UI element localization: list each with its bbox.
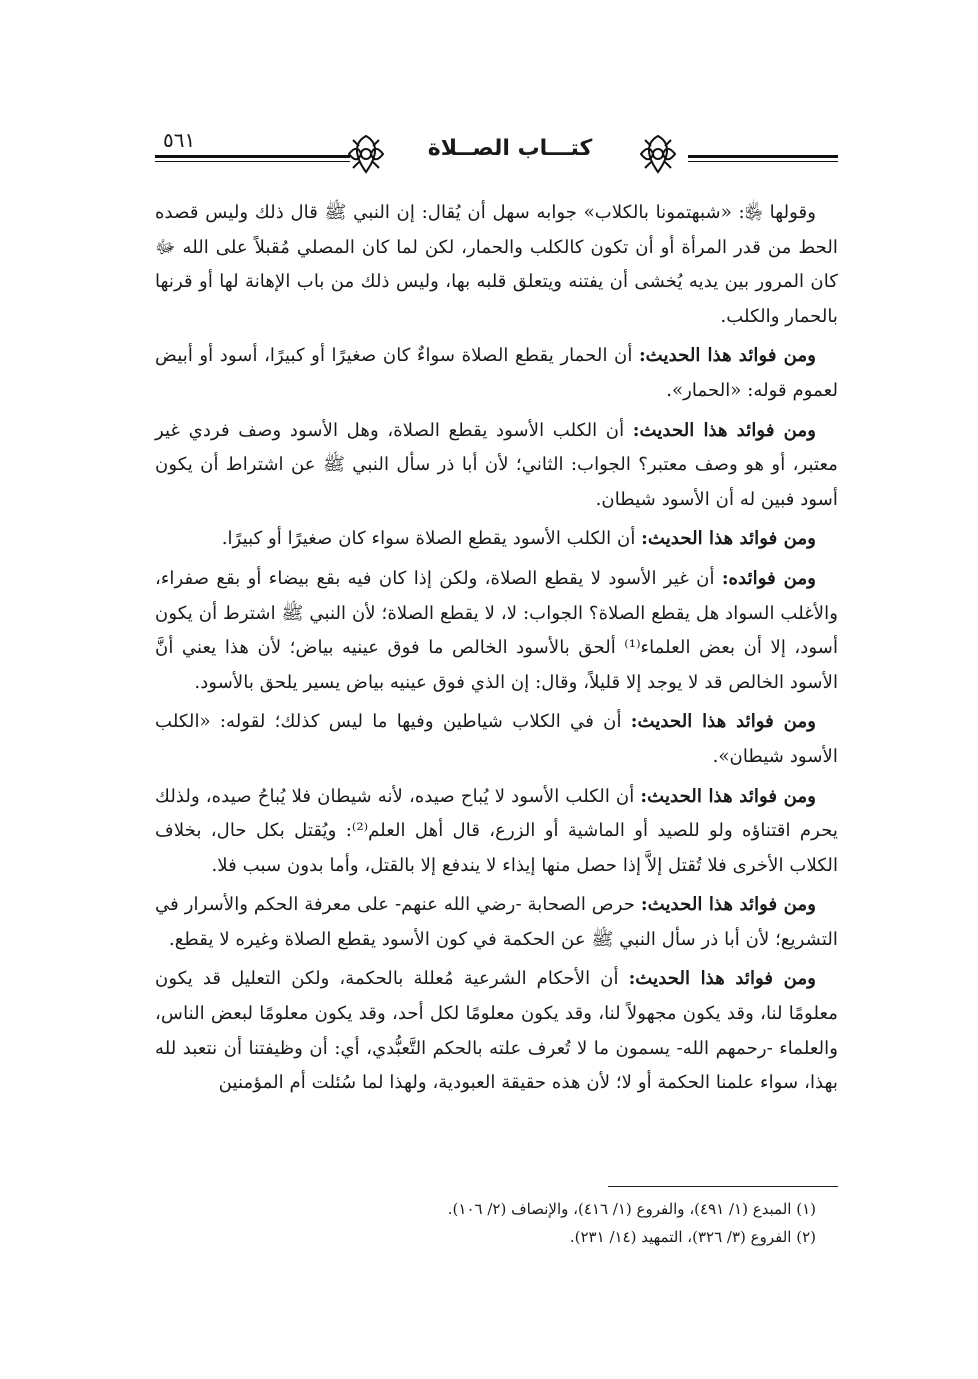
- paragraph-lead: ومن فوائده:: [721, 567, 817, 589]
- paragraph-text: أن غير الأسود لا يقطع الصلاة، ولكن إذا كان فيه بقع بيضاء أو بقع صفراء، والأغلب السواد هل يقطع الصلاة؟ الجواب: لا، لا يقطع الصلاة؛ لأن النبي ﷺ اشترط أن يكون أسود، إلا أن بعض العلماء⁽¹⁾ ألحق بالأسود الخالص ما فوق عينيه بياض؛ لأن هذا يعني أنَّ الأسود الخالص قد لا يوجد إلا قليلاً، وقال: إن الذي فوق عينيه بياض يسير يلحق بالأسود.: [155, 567, 839, 693]
- footnote: (١) المبدع (١/ ٤٩١)، والفروع (١/ ٤١٦)، والإنصاف (٢/ ١٠٦).: [447, 1200, 816, 1218]
- page-header: [155, 128, 838, 176]
- paragraph-text: أن الحمار يقطع الصلاة سواءٌ كان صغيرًا أو كبيرًا، أسود أو أبيض لعموم قوله: «الحمار».: [155, 345, 838, 401]
- paragraph: [155, 888, 838, 957]
- header-rule-left-thin: [155, 161, 350, 162]
- ornament-right-icon: [635, 132, 681, 176]
- paragraph-text: حرص الصحابة -رضي الله عنهم- على معرفة الحكم والأسرار في التشريع؛ لأن أبا ذر سأل النبي ﷺ عن الحكمة في كون الأسود يقطع الصلاة وغيره لا يقطع.: [155, 894, 838, 950]
- paragraph: [155, 562, 838, 700]
- header-rule-left: [155, 155, 350, 158]
- paragraph: [155, 339, 838, 408]
- paragraph: [155, 414, 838, 518]
- main-text: [155, 196, 838, 1106]
- paragraph: [155, 962, 838, 1100]
- paragraph-lead: ومن فوائد هذا الحديث:: [640, 894, 816, 916]
- paragraph-lead: ومن فوائد هذا الحديث:: [641, 528, 816, 550]
- footnote-separator: [608, 1186, 838, 1187]
- paragraph-text: أن في الكلاب شياطين وفيها ما ليس كذلك؛ لقوله: «الكلب الأسود شيطان».: [155, 711, 838, 767]
- paragraph-text: أن الأحكام الشرعية مُعللة بالحكمة، ولكن التعليل قد يكون معلومًا لنا، وقد يكون مجهولاً لنا، وقد يكون معلومًا لكل أحد، وقد يكون معلومًا لبعض الناس، والعلماء -رحمهم الله- يسمون ما لا تُعرف علته بالحكم التَّعبُّدي، أي: أن وظيفتنا أن نتعبد لله بهذا، سواء علمنا الحكمة أو لا؛ لأن هذه حقيقة العبودية، ولهذا لما سُئلت أم المؤمنين: [155, 968, 838, 1094]
- paragraph-lead: ومن فوائد هذا الحديث:: [638, 345, 816, 367]
- paragraph: [155, 780, 838, 884]
- footnotes: [155, 1195, 838, 1251]
- header-rule-right-thin: [688, 161, 838, 162]
- paragraph: [155, 705, 838, 774]
- paragraph-text: أن الكلب الأسود لا يُباح صيده، لأنه شيطان فلا يُباحُ صيده، ولذلك يحرم اقتناؤه ولو للصيد أو الماشية أو الزرع، قال أهل العلم⁽²⁾: ويُقتل بكل حال، بخلاف الكلاب الأخرى فلا تُقتل إلاَّ إذا حصل منها إيذاء لا يندفع إلا بالقتل، وأما بدون سبب فلا.: [155, 785, 838, 876]
- running-title: كتـــاب الصــلاة: [427, 136, 593, 161]
- footnote: (٢) الفروع (٣/ ٣٢٦)، التمهيد (١٤/ ٢٣١).: [569, 1228, 816, 1246]
- paragraph-lead: ومن فوائد هذا الحديث:: [628, 968, 816, 990]
- ornament-left-icon: [343, 132, 389, 176]
- paragraph: [155, 196, 838, 334]
- paragraph-lead: ومن فوائد هذا الحديث:: [632, 419, 817, 441]
- paragraph-text: أن الكلب الأسود يقطع الصلاة، وهل الأسود وصف فردي غير معتبر، أو هو وصف معتبر؟ الجواب: الثاني؛ لأن أبا ذر سأل النبي ﷺ عن اشتراط أن يكون أسود فبين له أن الأسود شيطان.: [155, 419, 838, 510]
- paragraph-text: أن الكلب الأسود يقطع الصلاة سواء كان صغيرًا أو كبيرًا.: [221, 528, 642, 550]
- paragraph-lead: ومن فوائد هذا الحديث:: [640, 785, 816, 807]
- page-number: ٥٦١: [163, 128, 196, 152]
- paragraph: [155, 522, 838, 557]
- paragraph-lead: ومن فوائد هذا الحديث:: [630, 711, 816, 733]
- paragraph-text: وقولها ﵂: «شبهتمونا بالكلاب» جوابه سهل أن يُقال: إن النبي ﷺ قال ذلك وليس قصده الحط من قدر المرأة أو أن تكون كالكلب والحمار، لكن لما كان المصلي مُقبلاً على الله ﷻ كان المرور بين يديه يُخشى أن يفتنه ويتعلق قلبه بها، وليس ذلك من باب الإهانة لها أو قرنها بالحمار والكلب.: [155, 202, 838, 327]
- header-rule-right: [688, 155, 838, 158]
